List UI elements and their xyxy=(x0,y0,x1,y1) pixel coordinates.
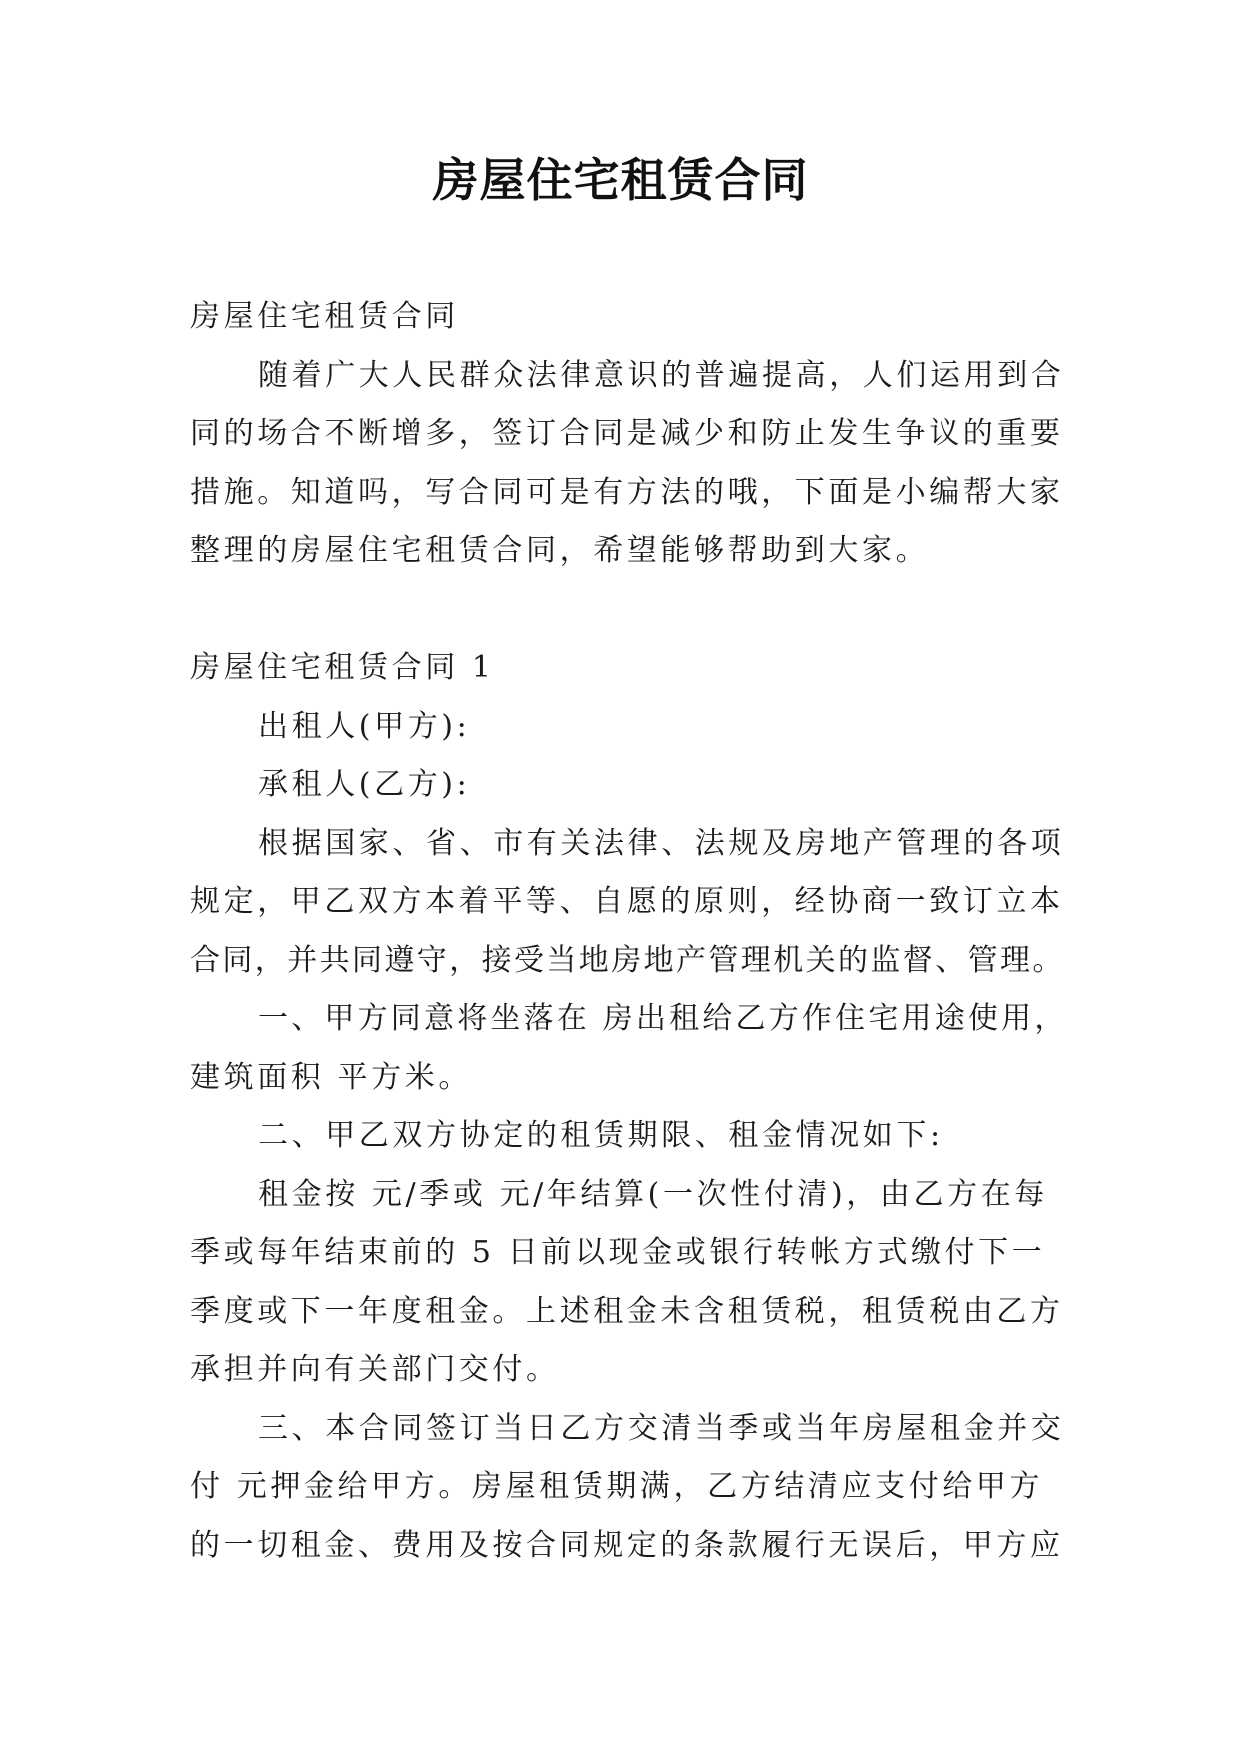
party-b-label: 承租人(乙方): xyxy=(258,767,471,802)
document-title: 房屋住宅租赁合同 xyxy=(432,153,809,207)
article-2-line: 二、甲乙双方协定的租赁期限、租金情况如下: xyxy=(258,1118,944,1153)
intro-line: 措施。知道吗，写合同可是有方法的哦，下面是小编帮大家 xyxy=(190,475,1064,510)
rent-terms-line: 租金按 元/季或 元/年结算(一次性付清)，由乙方在每 xyxy=(258,1177,1048,1212)
rent-terms-line: 季或每年结束前的 5 日前以现金或银行转帐方式缴付下一 xyxy=(190,1235,1046,1270)
party-a-label: 出租人(甲方): xyxy=(258,709,471,744)
intro-line: 整理的房屋住宅租赁合同，希望能够帮助到大家。 xyxy=(190,533,930,568)
article-1-line: 建筑面积 平方米。 xyxy=(190,1060,472,1095)
article-3-line: 三、本合同签订当日乙方交清当季或当年房屋租金并交 xyxy=(258,1411,1065,1446)
article-1-line: 一、甲方同意将坐落在 房出租给乙方作住宅用途使用， xyxy=(258,1001,1068,1036)
intro-line: 同的场合不断增多，签订合同是减少和防止发生争议的重要 xyxy=(190,416,1064,451)
article-3-line: 付 元押金给甲方。房屋租赁期满，乙方结清应支付给甲方 xyxy=(190,1469,1044,1504)
rent-terms-line: 承担并向有关部门交付。 xyxy=(190,1352,560,1387)
rent-terms-line: 季度或下一年度租金。上述租金未含租赁税，租赁税由乙方 xyxy=(190,1294,1064,1329)
preamble-line: 根据国家、省、市有关法律、法规及房地产管理的各项 xyxy=(258,826,1065,861)
article-3-line: 的一切租金、费用及按合同规定的条款履行无误后，甲方应 xyxy=(190,1528,1064,1563)
preamble-line: 合同，并共同遵守，接受当地房地产管理机关的监督、管理。 xyxy=(190,943,1065,978)
preamble-line: 规定，甲乙双方本着平等、自愿的原则，经协商一致订立本 xyxy=(190,884,1064,919)
contract-heading: 房屋住宅租赁合同 1 xyxy=(190,650,495,685)
intro-heading: 房屋住宅租赁合同 xyxy=(190,299,459,334)
intro-line: 随着广大人民群众法律意识的普遍提高，人们运用到合 xyxy=(258,358,1065,393)
